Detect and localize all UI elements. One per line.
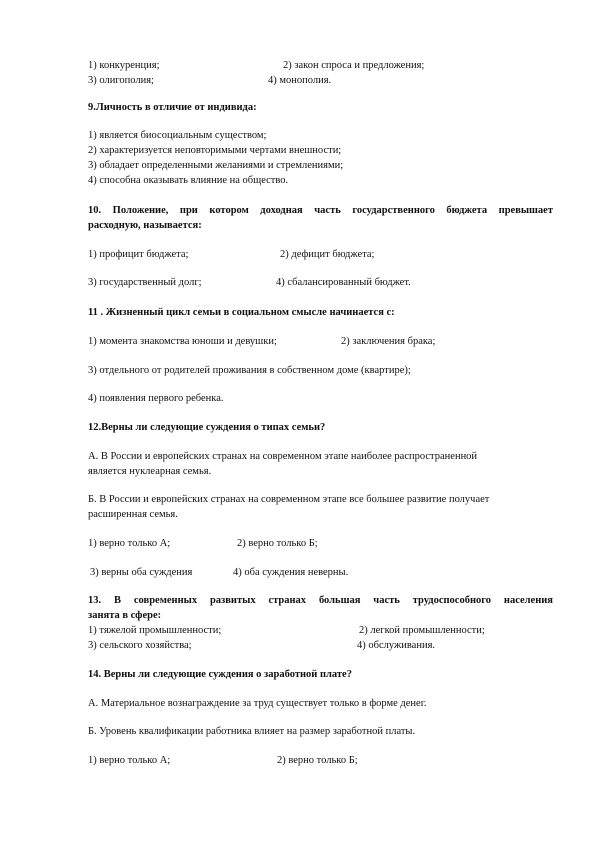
q13-option-4: 4) обслуживания. [357,640,436,651]
q10-option-1: 1) профицит бюджета; [88,249,189,260]
q13-option-3: 3) сельского хозяйства; [88,640,192,651]
q13-title-line-2: занята в сфере: [88,610,162,621]
q12-option-3: 3) верны оба суждения [90,567,193,578]
q12-option-2: 2) верно только Б; [237,538,318,549]
q12-option-4: 4) оба суждения неверны. [233,567,349,578]
q10-option-3: 3) государственный долг; [88,277,202,288]
q8-option-2: 2) закон спроса и предложения; [283,60,425,71]
q12-title: 12.Верны ли следующие суждения о типах семьи? [88,422,326,433]
q12-statement-b-line-2: расширенная семья. [88,509,178,520]
q13-option-1: 1) тяжелой промышленности; [88,625,222,636]
q9-option-2: 2) характеризуется неповторимыми чертами внешности; [88,145,342,156]
q12-option-1: 1) верно только А; [88,538,171,549]
q14-option-1: 1) верно только А; [88,755,171,766]
q12-statement-b-line-1: Б. В России и европейских странах на современном этапе все большее развитие получает [88,494,490,505]
q13-option-2: 2) легкой промышленности; [359,625,485,636]
q8-option-1: 1) конкуренция; [88,60,160,71]
q10-title-line-1: 10. Положение, при котором доходная часть государственного бюджета превышает [88,205,553,216]
q11-option-3: 3) отдельного от родителей проживания в собственном доме (квартире); [88,365,411,376]
q8-option-3: 3) олигополия; [88,75,154,86]
q11-option-1: 1) момента знакомства юноши и девушки; [88,336,277,347]
q10-title-line-2: расходную, называется: [88,220,202,231]
q11-option-2: 2) заключения брака; [341,336,436,347]
q11-title: 11 . Жизненный цикл семьи в социальном смысле начинается с: [88,307,395,318]
q14-statement-a: А. Материальное вознаграждение за труд существует только в форме денег. [88,698,427,709]
q9-option-1: 1) является биосоциальным существом; [88,130,267,141]
q13-title-line-1: 13. В современных развитых странах большая часть трудоспособного населения [88,595,553,606]
q14-title: 14. Верны ли следующие суждения о заработной плате? [88,669,352,680]
q8-option-4: 4) монополия. [268,75,332,86]
q14-statement-b: Б. Уровень квалификации работника влияет на размер заработной платы. [88,726,416,737]
q12-statement-a-line-1: А. В России и европейских странах на современном этапе наиболее распространенной [88,451,478,462]
q9-option-3: 3) обладает определенными желаниями и стремлениями; [88,160,344,171]
q10-option-2: 2) дефицит бюджета; [280,249,375,260]
q10-option-4: 4) сбалансированный бюджет. [276,277,411,288]
q11-option-4: 4) появления первого ребенка. [88,393,224,404]
q12-statement-a-line-2: является нуклеарная семья. [88,466,212,477]
q9-title: 9.Личность в отличие от индивида: [88,102,257,113]
q14-option-2: 2) верно только Б; [277,755,358,766]
q9-option-4: 4) способна оказывать влияние на общество. [88,175,289,186]
